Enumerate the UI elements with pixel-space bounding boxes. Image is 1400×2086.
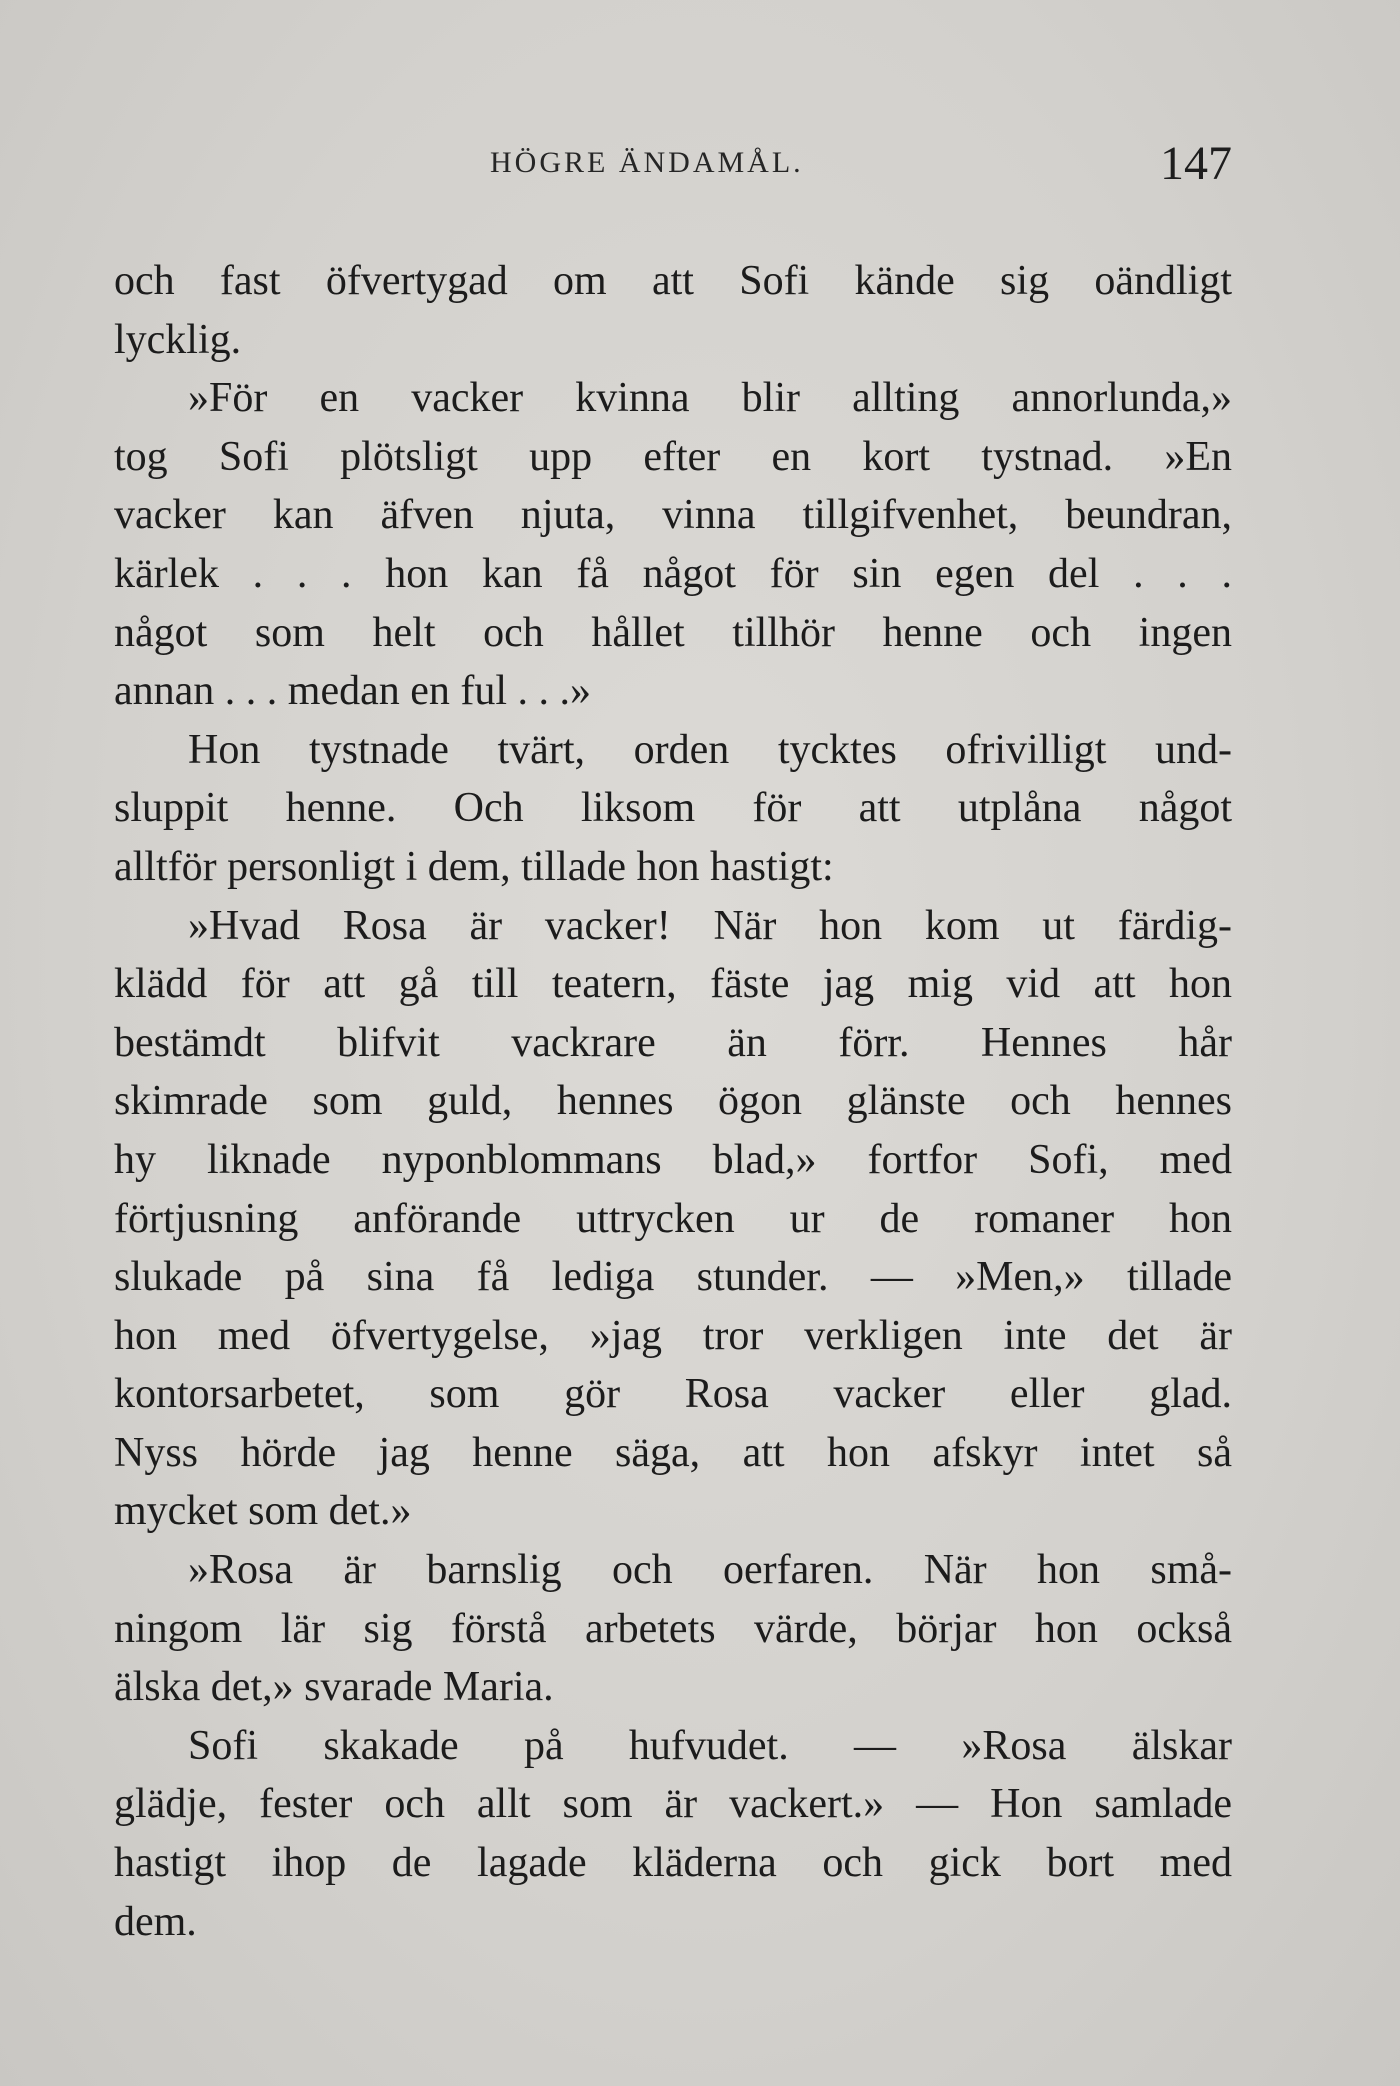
text-line: annan . . . medan en ful . . .» [114, 668, 592, 715]
text-line: »Rosa är barnslig och oerfaren. När hon små- [188, 1547, 1232, 1594]
text-line: mycket som det.» [114, 1488, 412, 1535]
text-line: hastigt ihop de lagade kläderna och gick bort med [114, 1840, 1232, 1887]
text-line: hy liknade nyponblommans blad,» fortfor Sofi, med [114, 1136, 1232, 1183]
text-line: tog Sofi plötsligt upp efter en kort tystnad. »En [114, 433, 1232, 480]
text-line: glädje, fester och allt som är vackert.» — Hon samlade [114, 1781, 1232, 1828]
page-header [114, 137, 1234, 200]
text-line: slukade på sina få lediga stunder. — »Men,» tillade [114, 1254, 1232, 1301]
text-line: ningom lär sig förstå arbetets värde, börjar hon också [114, 1605, 1232, 1652]
text-line: något som helt och hållet tillhör henne och ingen [114, 609, 1232, 656]
text-line: Hon tystnade tvärt, orden tycktes ofrivilligt und- [188, 726, 1232, 773]
body-text [114, 252, 1232, 1951]
text-line: skimrade som guld, hennes ögon glänste och hennes [114, 1078, 1232, 1125]
text-line: kontorsarbetet, som gör Rosa vacker eller glad. [114, 1371, 1232, 1418]
text-line: Nyss hörde jag henne säga, att hon afskyr intet så [114, 1429, 1232, 1476]
text-line: klädd för att gå till teatern, fäste jag mig vid att hon [114, 961, 1232, 1008]
text-line: »Hvad Rosa är vacker! När hon kom ut färdig- [188, 902, 1232, 949]
text-line: »För en vacker kvinna blir allting annorlunda,» [188, 375, 1232, 422]
running-head: HÖGRE ÄNDAMÅL. [490, 146, 804, 179]
text-line: förtjusning anförande uttrycken ur de romaner hon [114, 1195, 1232, 1242]
text-line: kärlek . . . hon kan få något för sin egen del . . . [114, 550, 1232, 597]
text-line: och fast öfvertygad om att Sofi kände sig oändligt [114, 258, 1232, 304]
text-line: lycklig. [114, 316, 242, 363]
text-line: alltför personligt i dem, tillade hon hastigt: [114, 843, 834, 890]
text-line: Sofi skakade på hufvudet. — »Rosa älskar [188, 1722, 1232, 1769]
text-line: älska det,» svarade Maria. [114, 1664, 554, 1711]
text-line: bestämdt blifvit vackrare än förr. Hennes hår [114, 1019, 1232, 1066]
text-line: hon med öfvertygelse, »jag tror verkligen inte det är [114, 1312, 1232, 1359]
text-line: dem. [114, 1898, 197, 1945]
text-line: vacker kan äfven njuta, vinna tillgifvenhet, beundran, [114, 492, 1232, 539]
text-line: sluppit henne. Och liksom för att utplåna något [114, 785, 1232, 832]
page-number: 147 [1160, 137, 1232, 190]
